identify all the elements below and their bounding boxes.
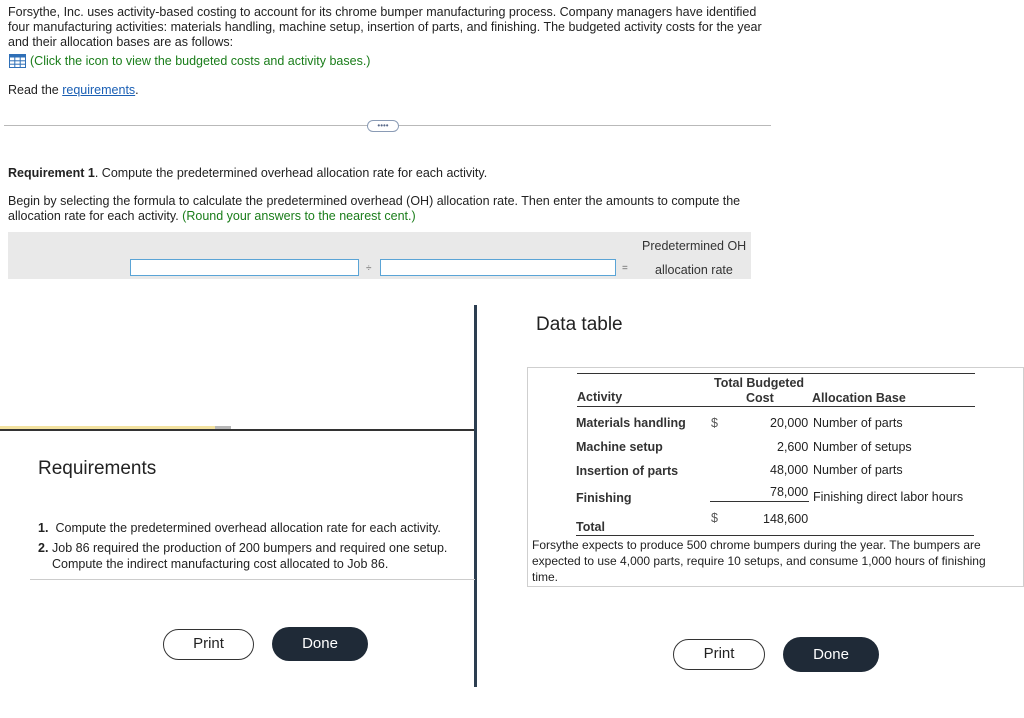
requirement-number: 2. (38, 541, 49, 555)
row-activity: Finishing (576, 491, 632, 505)
problem-intro: Forsythe, Inc. uses activity-based costing to account for its chrome bumper manufacturing process. Company managers have identified four manufacturing activities: materials handling, machine setup, insertion of parts, and finishing. The budgeted activity costs for the year and their allocation bases are as follows: (8, 5, 762, 49)
panel-separator (474, 305, 477, 687)
requirements-done-button[interactable]: Done (272, 627, 368, 661)
rounding-hint: (Round your answers to the nearest cent.) (182, 209, 416, 223)
header-activity: Activity (577, 390, 623, 404)
table-top-rule (577, 373, 975, 374)
row-activity: Materials handling (576, 416, 686, 430)
row-base: Finishing direct labor hours (813, 490, 964, 504)
data-table-print-button[interactable]: Print (673, 639, 765, 670)
requirement-item-1 (38, 520, 468, 536)
requirement-text: Compute the predetermined overhead allocation rate for each activity. (55, 521, 441, 535)
data-table-title: Data table (536, 314, 623, 335)
requirements-title: Requirements (38, 458, 157, 479)
data-table-note: Forsythe expects to produce 500 chrome bumpers during the year. The bumpers are expected to use 4,000 parts, require 10 setups, and consume 1,000 hours of finishing time. (532, 538, 986, 584)
total-cost: 148,600 (763, 512, 809, 526)
header-allocation-base: Allocation Base (812, 391, 906, 405)
equals-symbol: = (622, 263, 628, 274)
formula-numerator-select[interactable] (130, 259, 359, 276)
requirement-1-text: . Compute the predetermined overhead allocation rate for each activity. (94, 166, 488, 180)
row-dollar: $ (711, 416, 718, 430)
total-rule (576, 535, 974, 536)
requirement-1-label: Requirement 1 (8, 166, 95, 180)
row-activity: Insertion of parts (576, 464, 679, 478)
requirement-number: 1. (38, 521, 49, 535)
row-cost: 48,000 (770, 463, 809, 477)
requirements-print-button[interactable]: Print (163, 629, 254, 660)
table-grid-icon[interactable] (9, 54, 26, 68)
total-dollar: $ (711, 511, 718, 525)
subtotal-rule (710, 501, 809, 502)
row-base: Number of parts (813, 416, 903, 430)
requirements-link[interactable]: requirements (62, 83, 136, 97)
requirements-panel-border (0, 429, 474, 431)
total-label: Total (576, 520, 605, 534)
formula-area (8, 232, 751, 279)
result-label-line2: allocation rate (655, 263, 733, 277)
instructions-text: Begin by selecting the formula to calculate the predetermined overhead (OH) allocation rate. Then enter the amounts to compute the allocation rate for each activity. (8, 194, 741, 223)
row-activity: Machine setup (576, 440, 663, 454)
read-prefix: Read the (8, 83, 59, 97)
row-cost: 78,000 (770, 485, 809, 499)
data-table-link[interactable] (9, 54, 370, 68)
result-label-line1: Predetermined OH (642, 239, 747, 253)
requirement-item-2 (38, 540, 468, 572)
requirement-1-heading (8, 166, 487, 180)
row-base: Number of parts (813, 463, 903, 477)
row-base: Number of setups (813, 440, 912, 454)
divide-symbol: ÷ (366, 263, 372, 274)
formula-denominator-select[interactable] (380, 259, 616, 276)
requirements-list (38, 520, 468, 572)
read-suffix: . (135, 83, 139, 97)
instructions (8, 194, 768, 224)
requirement-text: Job 86 required the production of 200 bumpers and required one setup. Compute the indirect manufacturing cost allocated to Job 86. (52, 541, 448, 571)
row-cost: 20,000 (770, 416, 809, 430)
row-cost: 2,600 (777, 440, 809, 454)
read-requirements (8, 83, 139, 97)
header-cost-line2: Cost (746, 391, 774, 405)
header-rule (577, 406, 975, 407)
data-table-link-text[interactable]: (Click the icon to view the budgeted costs and activity bases.) (30, 54, 371, 68)
data-table-done-button[interactable]: Done (783, 637, 879, 672)
header-cost-line1: Total Budgeted (714, 376, 805, 390)
expand-more-button[interactable]: •••• (367, 120, 399, 132)
